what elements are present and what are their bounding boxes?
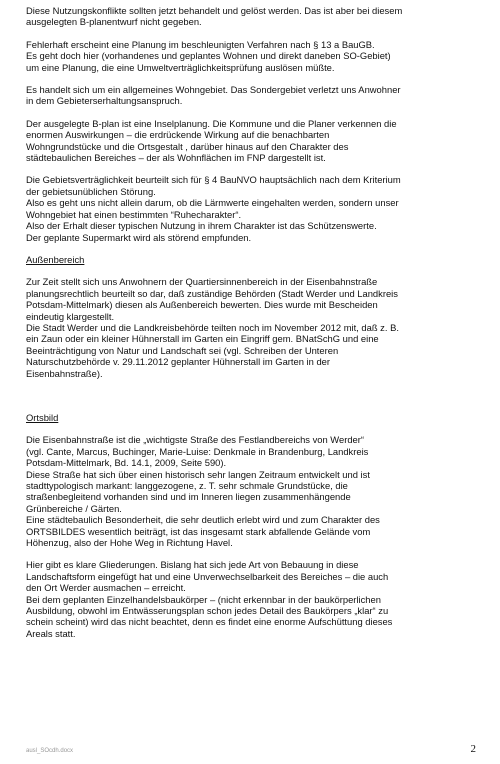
text-line: (vgl. Cante, Marcus, Buchinger, Marie-Luise: Denkmale in Brandenburg, Landkreis xyxy=(26,445,369,457)
paragraph xyxy=(26,174,476,242)
text-line: stadttypologisch markant: langgezogene, z. T. sehr schmale Grundstücke, die xyxy=(26,480,348,491)
document-body xyxy=(26,5,476,650)
text-line: Diese Nutzungskonflikte sollten jetzt behandelt und gelöst werden. Das ist aber bei diesem xyxy=(26,5,403,16)
text-line: Potsdam-Mittelmark, Bd. 14.1, 2009, Seite 590). xyxy=(26,457,227,469)
text-line: Die Gebietsverträglichkeit beurteilt sich für § 4 BauNVO hauptsächlich nach dem Kriterium xyxy=(26,174,401,186)
text-line: Hier gibt es klare Gliederungen. Bislang hat sich jede Art von Bebauung in diese xyxy=(26,559,359,571)
text-line: schein scheint) wird das nicht beachtet, denn es findet eine enorme Aufschüttung dieses xyxy=(26,616,393,628)
text-line: planungsrechtlich beurteilt so dar, daß zuständige Behörden (Stadt Werder und Landkreis xyxy=(26,287,398,299)
text-line: Es handelt sich um ein allgemeines Wohngebiet. Das Sondergebiet verletzt uns Anwohner xyxy=(26,84,401,96)
text-line: Grünbereiche / Gärten. xyxy=(26,502,122,514)
text-line: straßenbegleitend vorhanden sind und im Inneren liegen zusammenhängende xyxy=(26,491,351,503)
paragraph xyxy=(26,5,476,28)
text-line: Eisenbahnstraße). xyxy=(26,367,103,379)
text-line: ein Zaun oder ein kleiner Hühnerstall im Garten ein Eingriff gem. BNatSchG und eine xyxy=(26,333,379,345)
paragraph xyxy=(26,118,476,164)
paragraph xyxy=(26,559,476,639)
paragraph xyxy=(26,434,476,548)
text-line: ausgelegten B-planentwurf nicht gegeben. xyxy=(26,16,202,28)
text-line: um eine Planung, die eine Umweltverträglichkeitsprüfung auslösen müßte. xyxy=(26,61,335,73)
text-line: Areals statt. xyxy=(26,627,76,639)
text-line: der gebietsunüblichen Störung. xyxy=(26,185,156,197)
text-line: eindeutig klargestellt. xyxy=(26,310,115,322)
text-line: Beeinträchtigung von Natur und Landschaft sei (vgl. Schreiben der Unteren xyxy=(26,344,339,356)
section-heading: Ortsbild xyxy=(26,411,59,423)
text-line: ORTSBILDES wesentlich beiträgt, ist das insgesamt stark abfallende Gelände vom xyxy=(26,525,371,537)
text-line: Der ausgelegte B-plan ist eine Inselplanung. Die Kommune und die Planer verkennen die xyxy=(26,117,397,129)
paragraph xyxy=(26,39,476,73)
text-line: in dem Gebieterserhaltungsanspruch. xyxy=(26,95,183,107)
page-number: 2 xyxy=(470,743,476,755)
footer-filename: ausl_SOcdh.docx xyxy=(26,748,74,754)
text-line: Die Stadt Werder und die Landkreisbehörde teilten noch im November 2012 mit, daß z. B. xyxy=(26,321,399,333)
text-line: den Ort Werder ausmachen – erreicht. xyxy=(26,582,186,594)
section-heading: Außenbereich xyxy=(26,253,85,265)
text-line: Wohngrundstücke und die Ortsgestalt , darüber hinaus auf den Charakter des xyxy=(26,140,349,152)
text-line: Fehlerhaft erscheint eine Planung im beschleunigten Verfahren nach § 13 a BauGB. xyxy=(26,38,375,50)
paragraph xyxy=(26,84,476,107)
text-line: Landschaftsform eingefügt hat und eine Unverwechselbarkeit des Bereiches – die auch xyxy=(26,570,389,582)
text-line: städtebaulichen Bereiches – der als Wohnflächen im FNP dargestellt ist. xyxy=(26,152,326,164)
text-line: Naturschutzbehörde v. 29.11.2012 geplanter Hühnerstall im Garten in der xyxy=(26,356,330,368)
text-line: enormen Auswirkungen – die erdrückende Wirkung auf die benachbarten xyxy=(26,129,330,141)
text-line: Ausbildung, obwohl im Entwässerungsplan schon jedes Detail des Baukörpers „klar“ zu xyxy=(26,605,389,617)
text-line: Höhenzug, also der Hohe Weg in Richtung Havel. xyxy=(26,537,233,549)
text-line: Bei dem geplanten Einzelhandelsbaukörper – (nicht erkennbar in der baukörperlichen xyxy=(26,593,381,605)
text-line: Der geplante Supermarkt wird als störend empfunden. xyxy=(26,231,252,243)
text-line: Eine städtebaulich Besonderheit, die sehr deutlich erlebt wird und zum Charakter des xyxy=(26,514,380,526)
text-line: Wohngebiet hat einen bestimmten “Ruhecharakter“. xyxy=(26,208,242,220)
text-line: Potsdam-Mittelmark) diesen als Außenbereich bewerten. Dies wurde mit Bescheiden xyxy=(26,299,378,311)
text-line: Es geht doch hier (vorhandenes und geplantes Wohnen und direkt daneben SO-Gebiet) xyxy=(26,50,391,62)
text-line: Also der Erhalt dieser typischen Nutzung in ihrem Charakter ist das Schützenswerte. xyxy=(26,220,377,232)
text-line: Die Eisenbahnstraße ist die „wichtigste Straße des Festlandbereichs von Werder“ xyxy=(26,434,364,446)
paragraph xyxy=(26,276,476,379)
spacer xyxy=(26,390,476,412)
text-line: Diese Straße hat sich über einen historisch sehr langen Zeitraum entwickelt und ist xyxy=(26,468,370,480)
text-line: Also es geht uns nicht allein darum, ob die Lärmwerte eingehalten werden, sondern unser xyxy=(26,197,399,209)
text-line: Zur Zeit stellt sich uns Anwohnern der Quartiersinnenbereich in der Eisenbahnstraße xyxy=(26,276,378,288)
